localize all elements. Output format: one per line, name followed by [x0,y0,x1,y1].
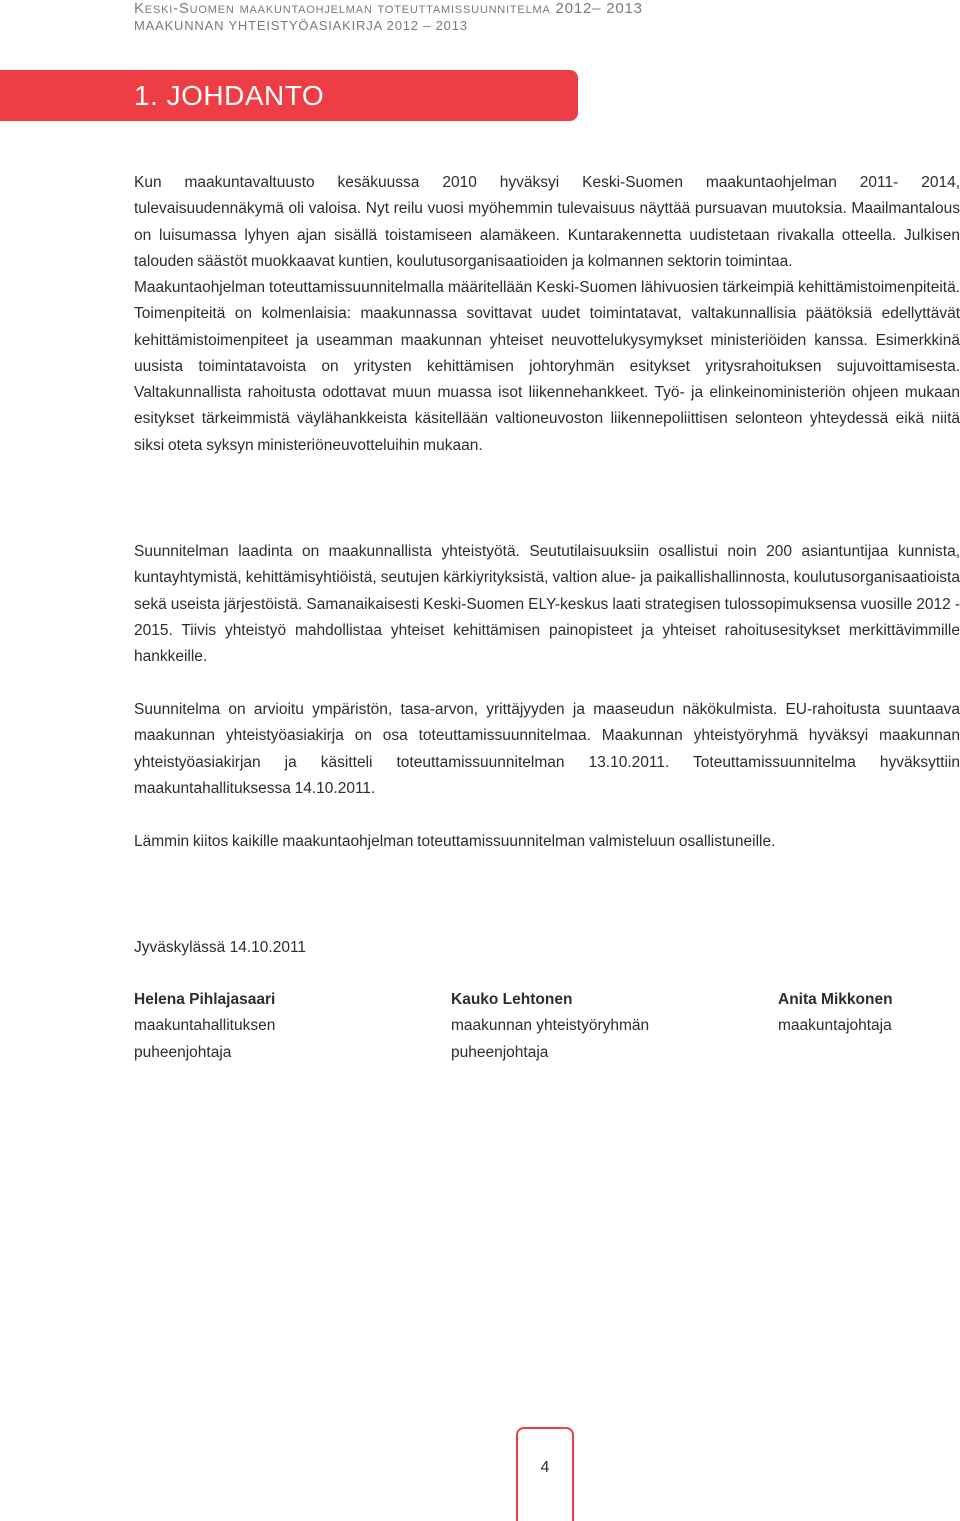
paragraph-plan-measures: Maakuntaohjelman toteuttamissuunnitelmalla määritellään Keski-Suomen lähivuosien tärkeimpiä kehittämistoimenpiteitä. Toimenpiteitä on kolmenlaisia: maakunnassa sovittavat uudet toimintatavat, valtakunnallisia päätöksiä edellyttävät kehittämistoimenpiteet ja useamman maakunnan yhteiset neuvottelukysymykset ministeriöiden kanssa. Esimerkkinä uusista toimintatavoista on yritysten kehittämisen johtoryhmän esitykset yritysrahoituksen sujuvoittamisesta. Valtakunnallista rahoitusta odottavat muun muassa isot liikennehankkeet. Työ- ja elinkeinoministeriön ohjeen mukaan esitykset tärkeimmistä väylähankkeista käsitellään valtioneuvoston liikennepoliittisen selonteon yhteydessä eikä niitä siksi oteta syksyn ministeriöneuvotteluihin mukaan. [134,279,960,454]
signer-block [778,987,958,1040]
page-number: 4 [540,1459,550,1476]
signer-role: maakunnan yhteistyöryhmän puheenjohtaja [451,1017,650,1061]
document-header-title: Keski-Suomen maakuntaohjelman toteuttamissuunnitelma 2012– 2013 [134,0,643,17]
signer-name: Anita Mikkonen [778,991,893,1008]
signer-block [451,987,751,1066]
section-title: 1. JOHDANTO [134,80,325,111]
signature-place-date: Jyväskylässä 14.10.2011 [134,939,307,956]
signer-name: Kauko Lehtonen [451,991,573,1008]
signer-block [134,987,434,1066]
signer-role: maakuntajohtaja [778,1017,892,1035]
paragraph-intro: Kun maakuntavaltuusto kesäkuussa 2010 hyväksyi Keski-Suomen maakuntaohjelman 2011- 2014, tulevaisuudennäkymä oli valoisa. Nyt reilu vuosi myöhemmin tulevaisuus näyttää pursuavan muutoksia. Maailmantalous on luisumassa lyhyen ajan sisällä toistamiseen alamäkeen. Kuntarakennetta uudistetaan rivakalla otteella. Julkisen talouden säästöt muokkaavat kuntien, koulutusorganisaatioiden ja kolmannen sektorin toimintaa. [134,174,960,270]
signer-role: maakuntahallituksen puheenjohtaja [134,1017,276,1061]
signer-name: Helena Pihlajasaari [134,991,276,1008]
paragraph-assessment: Suunnitelma on arvioitu ympäristön, tasa-arvon, yrittäjyyden ja maaseudun näkökulmista. EU-rahoitusta suuntaava maakunnan yhteistyöasiakirja on osa toteuttamissuunnitelmaa. Maakunnan yhteistyöryhmä hyväksyi maakunnan yhteistyöasiakirjan ja käsitteli toteuttamissuunnitelman 13.10.2011. Toteuttamissuunnitelma hyväksyttiin maakuntahallituksessa 14.10.2011. [134,701,960,797]
paragraph-thanks: Lämmin kiitos kaikille maakuntaohjelman toteuttamissuunnitelman valmisteluun osallistuneille. [134,833,776,850]
section-title-banner [0,70,578,121]
page-number-tab [516,1427,574,1521]
paragraph-cooperation: Suunnitelman laadinta on maakunnallista yhteistyötä. Seututilaisuuksiin osallistui noin 200 asiantuntijaa kunnista, kuntayhtymistä, kehittämisyhtiöistä, seutujen kärkiyrityksistä, valtion alue- ja paikallishallinnosta, koulutusorganisaatioista sekä useista järjestöistä. Samanaikaisesti Keski-Suomen ELY-keskus laati strategisen tulossopimuksensa vuosille 2012 - 2015. Tiivis yhteistyö mahdollistaa yhteiset kehittämisen painopisteet ja yhteiset rahoitusesitykset merkittävimmille hankkeille. [134,543,960,666]
document-header-subtitle: MAAKUNNAN YHTEISTYÖASIAKIRJA 2012 – 2013 [134,18,468,33]
